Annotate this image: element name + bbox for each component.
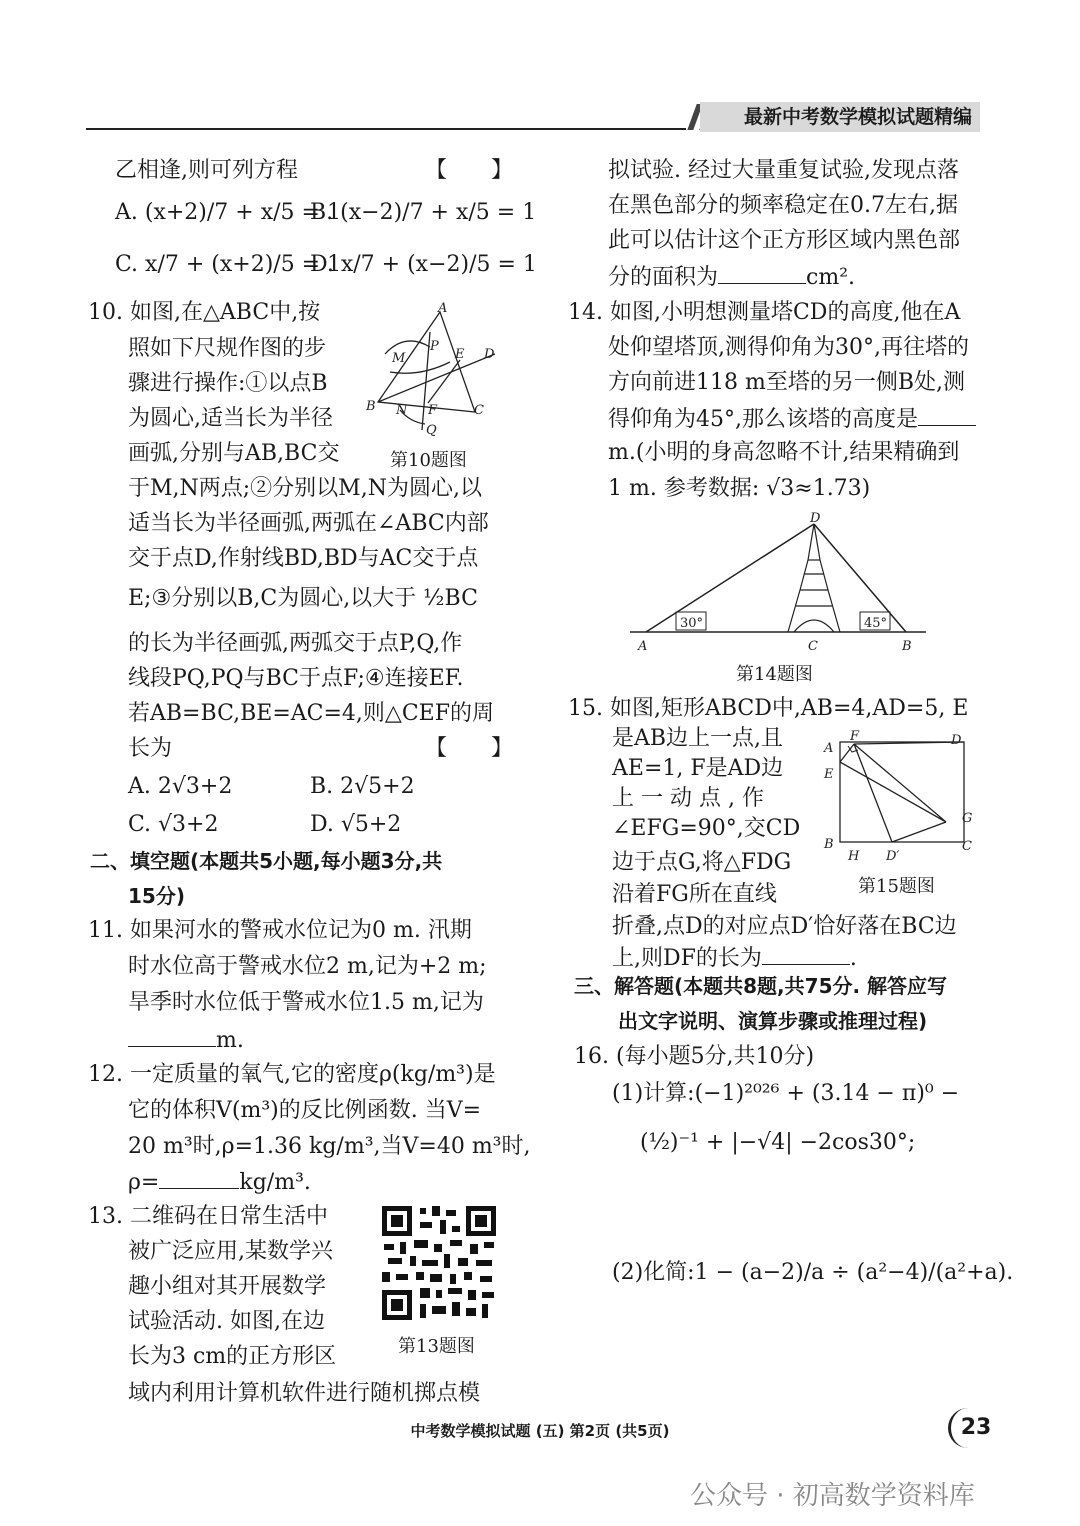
fig-label: F (428, 403, 438, 418)
fig-label: E (455, 347, 465, 362)
q10-option-d: D. √5+2 (310, 812, 402, 837)
figure-14-caption: 第14题图 (736, 664, 813, 685)
fig-label: A (638, 639, 648, 654)
fig-label: Q (426, 423, 437, 438)
fig-label: C (808, 639, 818, 654)
q15-line: 折叠,点D的对应点D′恰好落在BC边 (612, 914, 957, 939)
q10-line: 若AB=BC,BE=AC=4,则△CEF的周 (128, 701, 494, 726)
figure-15-caption: 第15题图 (858, 876, 935, 897)
fig-label: E (824, 767, 834, 782)
segment-ef (428, 360, 460, 403)
q14-line: 方向前进118 m至塔的另一侧B处,测 (608, 370, 966, 395)
q10-line: 画弧,分别与AB,BC交 (128, 441, 340, 466)
q11-line: 时水位高于警戒水位2 m,记为+2 m; (128, 954, 487, 979)
figure-14 (628, 510, 930, 658)
q13-line: 被广泛应用,某数学兴 (128, 1239, 333, 1264)
q10-line: 骤进行操作:①以点B (128, 371, 328, 396)
q10-option-b: B. 2√5+2 (310, 774, 415, 799)
q10-line: 为圆心,适当长为半径 (128, 406, 333, 431)
q10-line: 交于点D,作射线BD,BD与AC交于点 (128, 546, 479, 571)
q16-title: 16. (每小题5分,共10分) (574, 1044, 815, 1069)
sight-line-a (646, 524, 814, 632)
page-footer: 中考数学模拟试题 (五) 第2页 (共5页) (410, 1422, 670, 1440)
watermark: 公众号 · 初高数学资料库 (690, 1481, 975, 1511)
q15-line: 上 一 动 点 , 作 (612, 786, 764, 811)
q10-line: 10. 如图,在△ABC中,按 (88, 300, 321, 325)
q12-line: 12. 一定质量的氧气,它的密度ρ(kg/m³)是 (88, 1062, 496, 1087)
q10-bracket: 【 】 (425, 736, 514, 761)
q9-option-b: B. (x−2)/7 + x/5 = 1 (310, 200, 537, 225)
q9-bracket: 【 】 (425, 158, 514, 183)
q10-line: 线段PQ,PQ与BC于点F;④连接EF. (128, 666, 464, 691)
fig-label: D′ (886, 849, 900, 864)
q9-tail: 乙相逢,则可列方程 (115, 158, 298, 183)
answer-blank (762, 940, 850, 965)
q13-continued-line: 此可以估计这个正方形区域内黑色部 (608, 228, 961, 253)
q9-option-d: D. x/7 + (x−2)/5 = 1 (310, 252, 537, 277)
figure-13-caption: 第13题图 (398, 1336, 475, 1357)
section-2-title-cont: 15分) (128, 884, 185, 908)
q14-line: m.(小明的身高忽略不计,结果精确到 (608, 440, 960, 465)
q16-part1: (1)计算:(−1)²⁰²⁶ + (3.14 − π)⁰ − (612, 1081, 960, 1106)
q14-line: 14. 如图,小明想测量塔CD的高度,他在A (568, 300, 961, 325)
fig-label: D (951, 733, 962, 748)
q13-line: 长为3 cm的正方形区 (128, 1344, 337, 1369)
q11-answer-line (128, 1022, 244, 1057)
q13-line: 趣小组对其开展数学 (128, 1274, 327, 1299)
q11-line: 11. 如果河水的警戒水位记为0 m. 汛期 (88, 918, 472, 943)
q13-unit: cm². (806, 265, 856, 290)
section-2-title: 二、填空题(本题共5小题,每小题3分,共 (90, 849, 443, 873)
figure-10 (360, 302, 510, 442)
q11-line: 旱季时水位低于警戒水位1.5 m,记为 (128, 990, 484, 1015)
fig-label: D (484, 347, 495, 362)
fig-label: P (430, 339, 439, 354)
fig-label: C (962, 839, 972, 854)
fig-label: B (902, 639, 912, 654)
q15-line: 15. 如图,矩形ABCD中,AB=4,AD=5, E (568, 696, 969, 721)
q10-line: E;③分别以B,C为圆心,以大于 ½BC (128, 586, 478, 611)
q9-option-a: A. (x+2)/7 + x/5 = 1 (115, 200, 341, 225)
page-header-title: 最新中考数学模拟试题精编 (700, 102, 980, 132)
header-rule (86, 128, 686, 130)
q14-answer-line (608, 401, 976, 436)
section-3-title-cont: 出文字说明、演算步骤或推理过程) (618, 1009, 928, 1033)
q11-unit: m. (216, 1028, 244, 1053)
fig-label: A (824, 741, 834, 756)
q13-answer-line (608, 259, 855, 294)
q10-option-a: A. 2√3+2 (128, 774, 233, 799)
qr-code-image (380, 1204, 498, 1322)
q9-option-c: C. x/7 + (x+2)/5 = 1 (115, 252, 342, 277)
q12-rho: ρ= (128, 1170, 160, 1195)
q10-line: 于M,N两点;②分别以M,N为圆心,以 (128, 476, 482, 501)
q13-line: 试验活动. 如图,在边 (128, 1309, 325, 1334)
q13-answer-text: 分的面积为 (608, 265, 719, 290)
segment-ef (840, 744, 854, 762)
q15-line: 沿着FG所在直线 (612, 882, 777, 907)
q13-line: 13. 二维码在日常生活中 (88, 1204, 328, 1229)
fig-label: B (824, 837, 834, 852)
q12-unit: kg/m³. (239, 1170, 311, 1195)
q10-line: 适当长为半径画弧,两弧在∠ABC内部 (128, 511, 489, 536)
segment-g-d-prime (892, 822, 946, 842)
q12-answer-line (128, 1164, 311, 1199)
q15-line: 边于点G,将△FDG (612, 850, 792, 875)
angle-label: 45° (864, 616, 888, 631)
fig-label: C (474, 403, 484, 418)
q14-line: 得仰角为45°,那么该塔的高度是 (608, 407, 918, 432)
q12-line: 它的体积V(m³)的反比例函数. 当V= (128, 1098, 482, 1123)
fig-label: N (396, 403, 408, 418)
fig-label: G (962, 811, 973, 826)
q10-line: 的长为半径画弧,两弧交于点P,Q,作 (128, 631, 463, 656)
triangle-efg (840, 744, 946, 822)
q10-line: 照如下尺规作图的步 (128, 336, 327, 361)
figure-15 (818, 730, 978, 870)
q14-line: 1 m. 参考数据: √3≈1.73) (608, 476, 871, 501)
q10-option-c: C. √3+2 (128, 812, 219, 837)
fig-label: H (848, 849, 860, 864)
fig-label: D (810, 511, 821, 526)
q15-line: AE=1, F是AD边 (612, 756, 784, 781)
q15-line: 上,则DF的长为 (612, 946, 762, 971)
q14-line: 处仰望塔顶,测得仰角为30°,再往塔的 (608, 335, 969, 360)
q16-part1-cont: (½)⁻¹ + |−√4| −2cos30°; (640, 1130, 916, 1155)
fig-label: M (392, 351, 406, 366)
q13-line: 域内利用计算机软件进行随机掷点模 (128, 1381, 481, 1406)
figure-10-caption: 第10题图 (390, 450, 467, 471)
q12-line: 20 m³时,ρ=1.36 kg/m³,当V=40 m³时, (128, 1134, 531, 1159)
section-3-title: 三、解答题(本题共8题,共75分. 解答应写 (574, 974, 948, 998)
q15-line: 是AB边上一点,且 (612, 726, 784, 751)
answer-blank (159, 1164, 239, 1189)
fig-label: F (850, 730, 860, 744)
segment-fd-prime (854, 744, 892, 842)
tower-icon (788, 524, 840, 632)
angle-label: 30° (680, 616, 704, 631)
answer-blank (718, 259, 806, 284)
q10-line: 长为 (128, 736, 173, 761)
q15-line: ∠EFG=90°,交CD (612, 816, 801, 841)
fig-label: B (366, 399, 376, 414)
answer-blank (918, 401, 976, 426)
q13-continued-line: 在黑色部分的频率稳定在0.7左右,据 (608, 193, 958, 218)
q16-part2: (2)化简:1 − (a−2)/a ÷ (a²−4)/(a²+a). (612, 1260, 1014, 1285)
q13-continued-line: 拟试验. 经过大量重复试验,发现点落 (608, 158, 959, 183)
page-number: 23 (948, 1408, 1001, 1448)
q15-answer-line: 上,则DF的长为 . (612, 940, 857, 975)
answer-blank (128, 1022, 216, 1047)
fig-label: A (438, 302, 448, 316)
